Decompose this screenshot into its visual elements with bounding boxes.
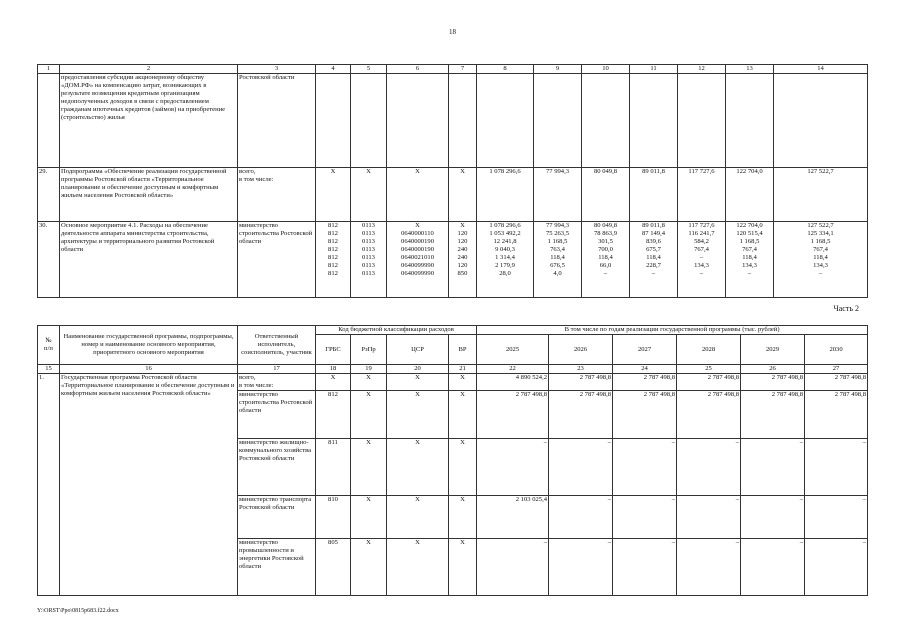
value-cell: – bbox=[613, 496, 677, 539]
cell-line: 0113 bbox=[362, 262, 375, 270]
cell-line: 117 727,6 bbox=[688, 222, 715, 230]
cell-line: 80 049,8 bbox=[593, 222, 618, 230]
budget-table-part-1 bbox=[37, 64, 868, 298]
row-executor: министерство строительства Ростовской области bbox=[238, 222, 316, 298]
cell-line: 301,5 bbox=[598, 238, 613, 246]
column-number: 24 bbox=[613, 365, 677, 374]
part-label: Часть 2 bbox=[833, 304, 859, 313]
cell-line: 812 bbox=[328, 230, 338, 238]
row-executor: министерство промышленности и энергетики Ростовской области bbox=[238, 539, 316, 596]
code-cell: X bbox=[387, 496, 449, 539]
cell-line: 0113 bbox=[362, 230, 375, 238]
row-name: Подпрограмма «Обеспечение реализации государственной программы Ростовской области «Территориальное планирование и обеспечение доступным и комфортным жильем населения Ростовской области» bbox=[60, 168, 238, 222]
row-name: предоставления субсидии акционерному обществу «ДОМ.РФ» на компенсацию затрат, возникающих в результате возмещения кредитным организациям недополученных доходов в связи с предоставлением гражданам ипотечных кредитов (займов) на приобретение (строительство) жилья bbox=[60, 74, 238, 168]
header-csr: ЦСР bbox=[387, 335, 449, 365]
value-cell bbox=[534, 222, 582, 298]
column-number: 21 bbox=[449, 365, 477, 374]
value-cell: 122 704,0 bbox=[726, 168, 774, 222]
value-cell bbox=[726, 222, 774, 298]
header-year: 2025 bbox=[477, 335, 549, 365]
row-number: 30. bbox=[38, 222, 60, 298]
cell-line: 0113 bbox=[362, 238, 375, 246]
row-number: 29. bbox=[38, 168, 60, 222]
column-number: 11 bbox=[630, 65, 678, 74]
code-cell: X bbox=[449, 539, 477, 596]
value-cell: 89 011,8 bbox=[630, 168, 678, 222]
cell-line: 127 522,7 bbox=[807, 222, 834, 230]
value-cell: – bbox=[549, 496, 613, 539]
column-number: 27 bbox=[805, 365, 868, 374]
value-cell: – bbox=[477, 539, 549, 596]
cell-line: 77 994,3 bbox=[545, 222, 570, 230]
cell-line: 767,4 bbox=[813, 246, 828, 254]
column-number: 20 bbox=[387, 365, 449, 374]
header-vr: ВР bbox=[449, 335, 477, 365]
cell-line: 122 704,0 bbox=[736, 222, 763, 230]
cell-line: 1 168,5 bbox=[547, 238, 568, 246]
value-cell: 2 787 498,8 bbox=[549, 374, 613, 391]
value-cell: 117 727,6 bbox=[678, 168, 726, 222]
code-cell: X bbox=[387, 439, 449, 496]
code-cell: X bbox=[351, 391, 387, 439]
header-rzpr: РзПр bbox=[351, 335, 387, 365]
row-executor: министерство строительства Ростовской области bbox=[238, 391, 316, 439]
cell-line: 118,4 bbox=[550, 254, 565, 262]
row-executor: Ростовской области bbox=[238, 74, 316, 168]
column-number: 17 bbox=[238, 365, 316, 374]
cell-line: 812 bbox=[328, 238, 338, 246]
value-cell bbox=[678, 222, 726, 298]
cell-line: 1 053 492,2 bbox=[489, 230, 521, 238]
column-number: 1 bbox=[38, 65, 60, 74]
cell-line: 134,3 bbox=[813, 262, 828, 270]
column-number: 8 bbox=[477, 65, 534, 74]
value-cell: – bbox=[477, 439, 549, 496]
code-cell: X bbox=[351, 539, 387, 596]
header-row bbox=[38, 326, 868, 335]
cell-line: – bbox=[818, 270, 823, 278]
value-cell: – bbox=[805, 439, 868, 496]
value-cell: 2 787 498,8 bbox=[741, 374, 805, 391]
code-cell: X bbox=[449, 439, 477, 496]
code-cell bbox=[449, 222, 477, 298]
cell-line: 87 149,4 bbox=[641, 230, 666, 238]
cell-line: 240 bbox=[457, 254, 468, 262]
cell-line: 125 334,1 bbox=[807, 230, 834, 238]
value-cell: 2 787 498,8 bbox=[613, 374, 677, 391]
code-cell: X bbox=[351, 496, 387, 539]
value-cell: – bbox=[549, 539, 613, 596]
header-year: 2030 bbox=[805, 335, 868, 365]
row-executor: министерство жилищно-коммунального хозяйства Ростовской области bbox=[238, 439, 316, 496]
cell-line: 66,0 bbox=[599, 262, 612, 270]
cell-line: 767,4 bbox=[742, 246, 757, 254]
cell-line: 0640000190 bbox=[401, 238, 434, 246]
header-year: 2027 bbox=[613, 335, 677, 365]
value-cell bbox=[630, 222, 678, 298]
column-number: 22 bbox=[477, 365, 549, 374]
cell-line: 676,5 bbox=[550, 262, 565, 270]
row-executor: министерство транспорта Ростовской области bbox=[238, 496, 316, 539]
cell-line: 0640099990 bbox=[401, 262, 434, 270]
cell-line: – bbox=[699, 254, 704, 262]
cell-line: 0113 bbox=[362, 246, 375, 254]
row-name: Основное мероприятие 4.1. Расходы на обеспечение деятельности аппарата министерства строительства, архитектуры и территориального развития Ростовской области bbox=[60, 222, 238, 298]
cell-line: 0640021010 bbox=[401, 254, 434, 262]
code-cell: X bbox=[387, 391, 449, 439]
cell-line: 9 040,3 bbox=[495, 246, 515, 254]
header-year: 2026 bbox=[549, 335, 613, 365]
cell-line: – bbox=[747, 270, 752, 278]
cell-line: 2 179,9 bbox=[495, 262, 515, 270]
value-cell: – bbox=[805, 496, 868, 539]
column-number: 23 bbox=[549, 365, 613, 374]
value-cell: 2 787 498,8 bbox=[677, 391, 741, 439]
cell-line: 120 bbox=[457, 238, 468, 246]
cell-line: 240 bbox=[457, 246, 468, 254]
table-row bbox=[38, 74, 868, 168]
code-cell: X bbox=[387, 168, 449, 222]
cell-line: 118,4 bbox=[813, 254, 828, 262]
value-cell: – bbox=[613, 539, 677, 596]
value-cell: – bbox=[677, 539, 741, 596]
header-name: Наименование государственной программы, подпрограммы, номер и наименование основного мероприятия, приоритетного основного мероприятия bbox=[60, 326, 238, 365]
header-number: № п/п bbox=[38, 326, 60, 365]
cell-line: 0640099990 bbox=[401, 270, 434, 278]
cell-line: 767,4 bbox=[694, 246, 709, 254]
value-cell: 4 890 524,2 bbox=[477, 374, 549, 391]
value-cell: – bbox=[613, 439, 677, 496]
code-cell: X bbox=[449, 168, 477, 222]
column-number: 10 bbox=[582, 65, 630, 74]
value-cell bbox=[477, 222, 534, 298]
cell-line: 1 168,5 bbox=[739, 238, 760, 246]
column-number: 7 bbox=[449, 65, 477, 74]
code-cell: 810 bbox=[316, 496, 351, 539]
code-cell: 805 bbox=[316, 539, 351, 596]
value-cell bbox=[582, 222, 630, 298]
header-year: 2028 bbox=[677, 335, 741, 365]
table-row bbox=[38, 168, 868, 222]
column-number: 12 bbox=[678, 65, 726, 74]
table-row bbox=[38, 222, 868, 298]
value-cell: 2 787 498,8 bbox=[805, 391, 868, 439]
table-row bbox=[38, 374, 868, 391]
cell-line: 1 078 296,6 bbox=[489, 222, 521, 230]
cell-line: 0640000110 bbox=[401, 230, 434, 238]
cell-line: 1 168,5 bbox=[810, 238, 831, 246]
value-cell: – bbox=[741, 439, 805, 496]
cell-line: – bbox=[651, 270, 656, 278]
column-number: 15 bbox=[38, 365, 60, 374]
cell-line: 228,7 bbox=[646, 262, 661, 270]
value-cell: 2 787 498,8 bbox=[477, 391, 549, 439]
cell-line: X bbox=[415, 222, 420, 230]
cell-line: 812 bbox=[328, 222, 338, 230]
cell-line: 116 241,7 bbox=[688, 230, 715, 238]
value-cell: 2 787 498,8 bbox=[613, 391, 677, 439]
code-cell: X bbox=[387, 539, 449, 596]
cell-line: 118,4 bbox=[742, 254, 757, 262]
value-cell: – bbox=[549, 439, 613, 496]
code-cell bbox=[387, 222, 449, 298]
column-number: 25 bbox=[677, 365, 741, 374]
value-cell: – bbox=[677, 439, 741, 496]
column-number: 26 bbox=[741, 365, 805, 374]
header-executor: Ответственный исполнитель, соисполнитель, участник bbox=[238, 326, 316, 365]
column-number: 19 bbox=[351, 365, 387, 374]
cell-line: 89 011,8 bbox=[642, 222, 665, 230]
column-number: 4 bbox=[316, 65, 351, 74]
cell-line: 120 515,4 bbox=[736, 230, 763, 238]
row-executor: всего, в том числе: bbox=[238, 168, 316, 222]
column-number: 13 bbox=[726, 65, 774, 74]
header-year: 2029 bbox=[741, 335, 805, 365]
code-cell: 812 bbox=[316, 391, 351, 439]
cell-line: 584,2 bbox=[694, 238, 709, 246]
budget-table-part-2 bbox=[37, 325, 868, 596]
row-executor: всего, в том числе: bbox=[238, 374, 316, 391]
value-cell: 2 787 498,8 bbox=[677, 374, 741, 391]
value-cell: 80 049,8 bbox=[582, 168, 630, 222]
column-number: 5 bbox=[351, 65, 387, 74]
cell-line: 118,4 bbox=[646, 254, 661, 262]
cell-line: 118,4 bbox=[598, 254, 613, 262]
cell-line: 700,0 bbox=[598, 246, 613, 254]
footer-path: Y:\ORST\Ppo\0815p683.f22.docx bbox=[37, 608, 119, 614]
cell-line: 812 bbox=[328, 270, 338, 278]
row-number: 1. bbox=[38, 374, 60, 596]
column-number-row bbox=[38, 365, 868, 374]
value-cell: – bbox=[677, 496, 741, 539]
header-years: В том числе по годам реализации государственной программы (тыс. рублей) bbox=[477, 326, 868, 335]
cell-line: 0113 bbox=[362, 254, 375, 262]
value-cell: 127 522,7 bbox=[774, 168, 868, 222]
code-cell: X bbox=[316, 168, 351, 222]
value-cell: – bbox=[741, 539, 805, 596]
value-cell: – bbox=[805, 539, 868, 596]
cell-line: 0113 bbox=[362, 270, 375, 278]
value-cell: 2 787 498,8 bbox=[805, 374, 868, 391]
code-cell: X bbox=[449, 374, 477, 391]
code-cell: X bbox=[351, 168, 387, 222]
cell-line: X bbox=[460, 222, 465, 230]
cell-line: 839,6 bbox=[646, 238, 661, 246]
cell-line: 134,3 bbox=[694, 262, 709, 270]
code-cell bbox=[316, 222, 351, 298]
cell-line: – bbox=[699, 270, 704, 278]
cell-line: 75 263,5 bbox=[545, 230, 570, 238]
cell-line: 850 bbox=[457, 270, 468, 278]
code-cell: X bbox=[387, 374, 449, 391]
cell-line: 0113 bbox=[362, 222, 375, 230]
cell-line: 1 314,4 bbox=[495, 254, 515, 262]
code-cell: X bbox=[316, 374, 351, 391]
cell-line: 812 bbox=[328, 246, 338, 254]
code-cell: X bbox=[351, 374, 387, 391]
column-number: 9 bbox=[534, 65, 582, 74]
cell-line: 675,7 bbox=[646, 246, 661, 254]
code-cell: X bbox=[449, 496, 477, 539]
cell-line: 134,3 bbox=[742, 262, 757, 270]
cell-line: 28,0 bbox=[499, 270, 511, 278]
value-cell: 1 078 296,6 bbox=[477, 168, 534, 222]
code-cell: X bbox=[351, 439, 387, 496]
cell-line: 812 bbox=[328, 262, 338, 270]
code-cell bbox=[351, 222, 387, 298]
value-cell: 2 787 498,8 bbox=[741, 391, 805, 439]
column-number: 14 bbox=[774, 65, 868, 74]
cell-line: 4,0 bbox=[553, 270, 562, 278]
cell-line: 812 bbox=[328, 254, 338, 262]
value-cell bbox=[774, 222, 868, 298]
value-cell: – bbox=[741, 496, 805, 539]
code-cell: X bbox=[449, 391, 477, 439]
code-cell: 811 bbox=[316, 439, 351, 496]
column-number: 18 bbox=[316, 365, 351, 374]
cell-line: – bbox=[603, 270, 608, 278]
page-number: 18 bbox=[449, 28, 456, 36]
value-cell: 2 787 498,8 bbox=[549, 391, 613, 439]
value-cell: 2 103 025,4 bbox=[477, 496, 549, 539]
cell-line: 120 bbox=[457, 262, 468, 270]
cell-line: 12 241,8 bbox=[493, 238, 517, 246]
column-number: 6 bbox=[387, 65, 449, 74]
column-number: 3 bbox=[238, 65, 316, 74]
cell-line: 0640000190 bbox=[401, 246, 434, 254]
column-number: 16 bbox=[60, 365, 238, 374]
column-number-row bbox=[38, 65, 868, 74]
header-grbs: ГРБС bbox=[316, 335, 351, 365]
row-name: Государственная программа Ростовской области «Территориальное планирование и обеспечение доступным и комфортным жильем населения Ростовской области» bbox=[60, 374, 238, 596]
cell-line: 120 bbox=[457, 230, 468, 238]
cell-line: 763,4 bbox=[550, 246, 565, 254]
column-number: 2 bbox=[60, 65, 238, 74]
cell-line: 78 863,9 bbox=[593, 230, 618, 238]
header-budget-code: Код бюджетной классификации расходов bbox=[316, 326, 477, 335]
value-cell: 77 994,3 bbox=[534, 168, 582, 222]
